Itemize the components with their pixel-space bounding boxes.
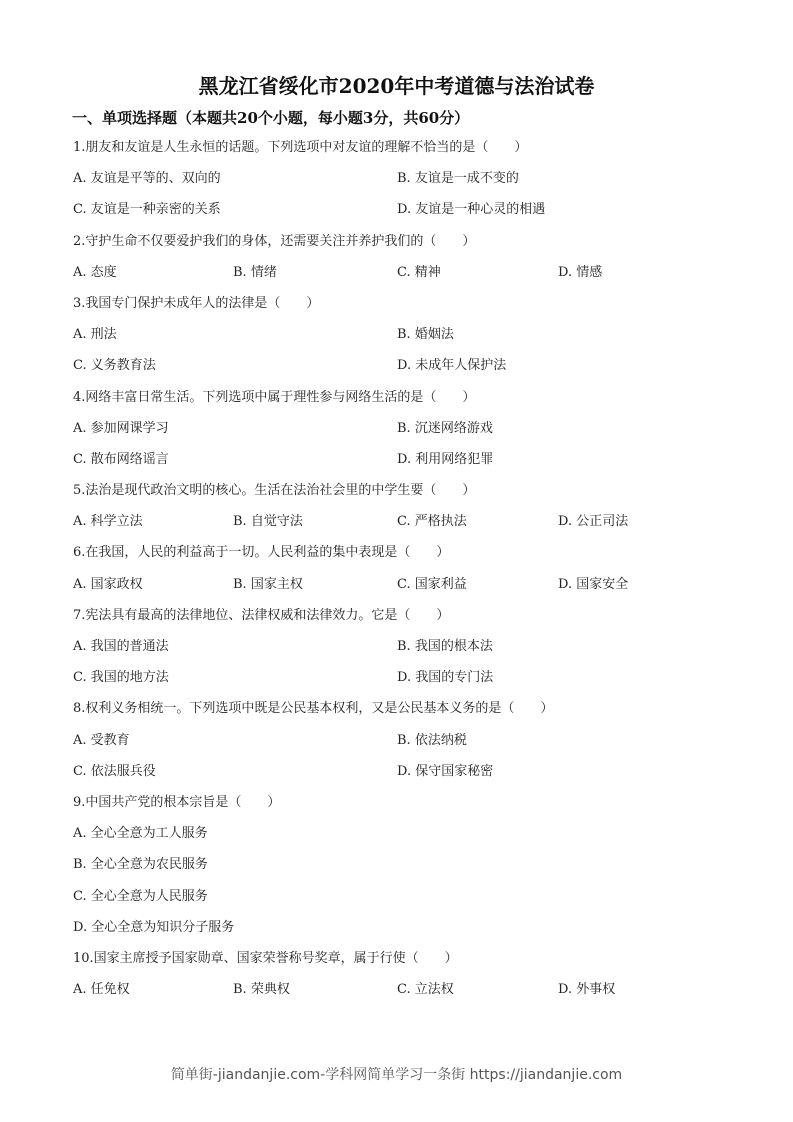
question-stem: 2.守护生命不仅要爱护我们的身体，还需要关注并养护我们的（ ） [73,233,476,249]
option-row [73,979,753,1010]
option-row [73,449,753,480]
answer-option: B. 全心全意为农民服务 [73,857,208,873]
question-list [73,137,753,1010]
answer-option: B. 友谊是一成不变的 [397,171,519,187]
answer-option: A. 刑法 [73,327,117,343]
answer-option: C. 精神 [397,264,441,280]
option-row [73,636,753,667]
option-row [73,574,753,605]
answer-option: C. 国家利益 [397,576,467,592]
answer-option: D. 未成年人保护法 [397,358,507,374]
option-row [73,823,753,854]
answer-option: D. 情感 [558,264,603,280]
question-stem: 10.国家主席授予国家勋章、国家荣誉称号奖章，属于行使（ ） [73,950,458,966]
answer-option: B. 依法纳税 [397,732,467,748]
answer-option: D. 保守国家秘密 [397,763,494,779]
answer-option: B. 婚姻法 [397,327,454,343]
answer-option: A. 受教育 [73,732,130,748]
answer-option: C. 依法服兵役 [73,763,156,779]
answer-option: B. 沉迷网络游戏 [397,420,493,436]
question-stem: 3.我国专门保护未成年人的法律是（ ） [73,295,320,311]
option-row [73,917,753,948]
answer-option: A. 参加网课学习 [73,420,169,436]
option-row [73,667,753,698]
page-title: 黑龙江省绥化市2020年中考道德与法治试卷 [198,74,595,98]
answer-option: D. 我国的专门法 [397,670,494,686]
answer-option: A. 国家政权 [73,576,143,592]
answer-option: A. 友谊是平等的、双向的 [73,171,221,187]
option-row [73,511,753,542]
answer-option: C. 我国的地方法 [73,670,169,686]
question-stem: 8.权利义务相统一。下列选项中既是公民基本权利，又是公民基本义务的是（ ） [73,701,554,717]
answer-option: C. 义务教育法 [73,358,156,374]
answer-option: C. 散布网络谣言 [73,451,169,467]
answer-option: C. 全心全意为人民服务 [73,888,208,904]
question-stem: 9.中国共产党的根本宗旨是（ ） [73,794,281,810]
question-stem: 1.朋友和友谊是人生永恒的话题。下列选项中对友谊的理解不恰当的是（ ） [73,140,528,155]
question-stem: 7.宪法具有最高的法律地位、法律权威和法律效力。它是（ ） [73,607,450,623]
option-row [73,199,753,230]
answer-option: A. 科学立法 [73,514,143,530]
answer-option: D. 外事权 [558,982,616,998]
answer-option: D. 公正司法 [558,514,629,530]
question-stem: 6.在我国，人民的利益高于一切。人民利益的集中表现是（ ） [73,545,450,561]
question-stem: 4.网络丰富日常生活。下列选项中属于理性参与网络生活的是（ ） [73,389,476,405]
answer-option: D. 国家安全 [558,576,629,592]
answer-option: C. 严格执法 [397,514,467,530]
option-row [73,730,753,761]
answer-option: C. 立法权 [397,982,454,998]
option-row [73,324,753,355]
option-row [73,761,753,792]
answer-option: A. 我国的普通法 [73,639,169,654]
option-row [73,355,753,386]
answer-option: D. 全心全意为知识分子服务 [73,919,235,935]
answer-option: B. 荣典权 [233,982,290,998]
option-row [73,854,753,885]
answer-option: B. 我国的根本法 [397,639,493,654]
answer-option: D. 利用网络犯罪 [397,451,494,467]
option-row [73,418,753,449]
option-row [73,168,753,199]
answer-option: A. 全心全意为工人服务 [73,826,208,842]
answer-option: C. 友谊是一种亲密的关系 [73,202,221,218]
section-heading: 一、单项选择题（本题共20个小题，每小题3分，共60分） [72,109,470,127]
answer-option: B. 情绪 [233,264,277,280]
option-row [73,262,753,293]
answer-option: D. 友谊是一种心灵的相遇 [397,202,546,218]
answer-option: A. 任免权 [73,982,130,998]
option-row [73,886,753,917]
question-stem: 5.法治是现代政治文明的核心。生活在法治社会里的中学生要（ ） [73,483,476,499]
answer-option: A. 态度 [73,264,117,280]
answer-option: B. 自觉守法 [233,514,303,530]
footer-watermark: 简单街-jiandanjie.com-学科网简单学习一条街 https://jiandanjie.com [170,1067,623,1083]
answer-option: B. 国家主权 [233,576,303,592]
